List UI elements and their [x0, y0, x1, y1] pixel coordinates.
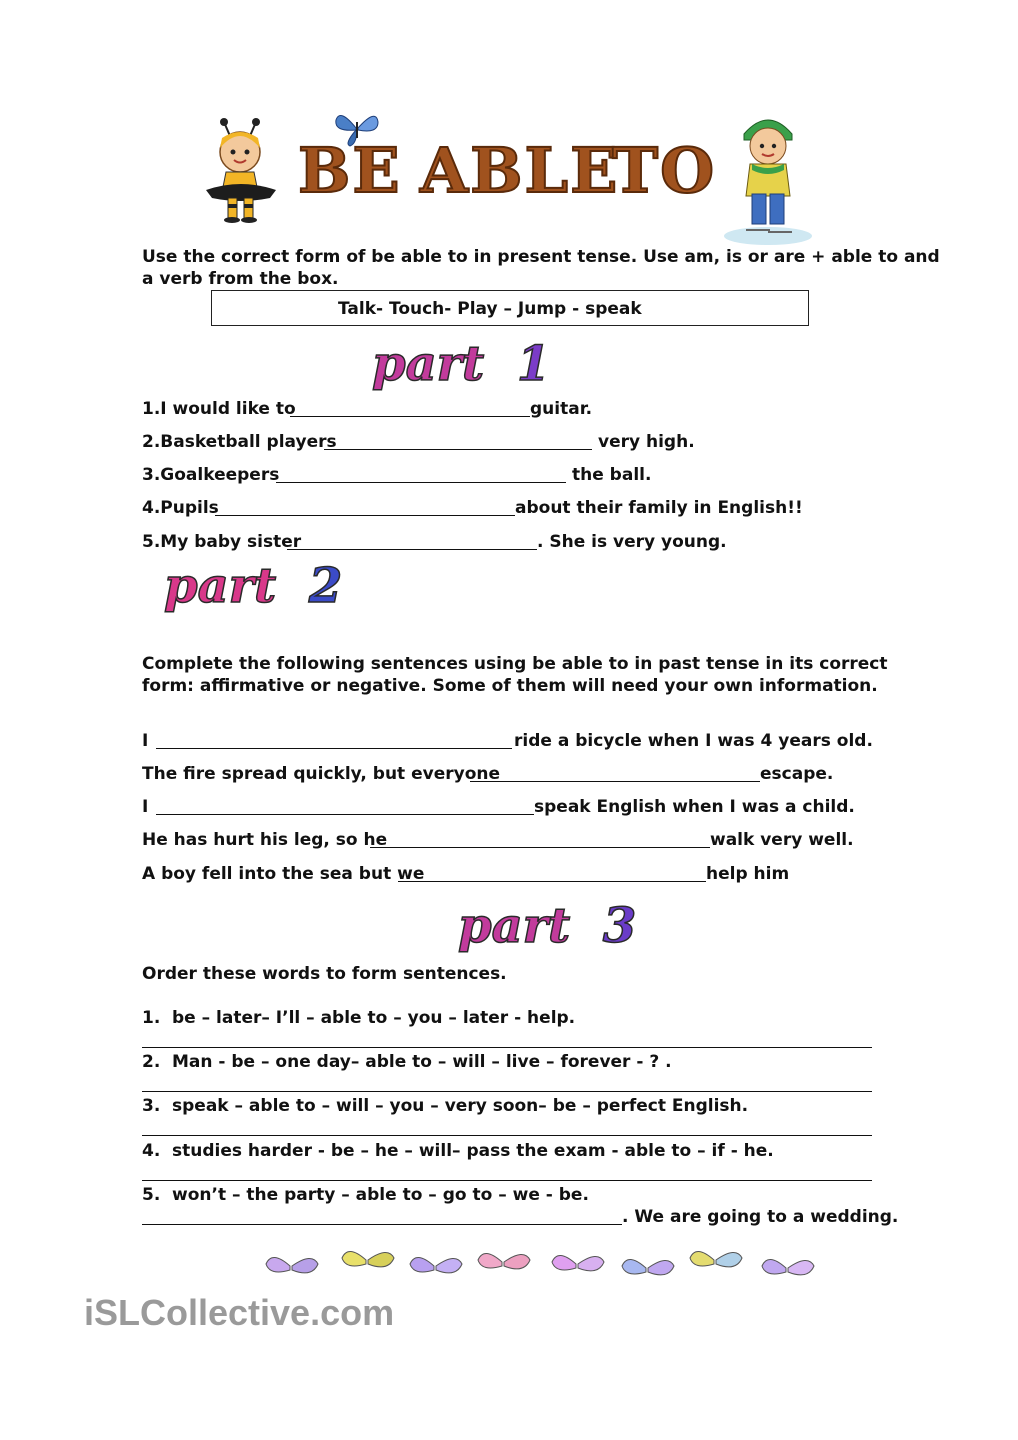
part2-item-4-blank	[370, 847, 710, 848]
part-1-heading	[372, 336, 550, 392]
part3-item-1-number: 1.	[142, 1008, 161, 1028]
part1-item-2-blank	[324, 449, 592, 450]
butterfly-icon	[762, 1259, 814, 1274]
part3-item-5-number: 5.	[142, 1185, 161, 1205]
butterfly-icon	[342, 1251, 394, 1266]
part-1-heading-number: 1	[516, 336, 551, 392]
part1-item-1-blank	[290, 416, 530, 417]
part2-item-3-before: I	[142, 797, 149, 817]
part1-item-4-before: 4.Pupils	[142, 498, 219, 518]
part2-item-1-after: ride a bicycle when I was 4 years old.	[514, 731, 873, 751]
instructions-line-2: a verb from the box.	[142, 269, 339, 289]
part2-instructions-line-2: form: affirmative or negative. Some of them will need your own information.	[142, 676, 878, 696]
verb-box-text: Talk- Touch- Play – Jump - speak	[338, 299, 642, 319]
part1-item-2-after: very high.	[598, 432, 695, 452]
part3-item-5-after: . We are going to a wedding.	[622, 1207, 899, 1227]
part3-item-3-answer-line	[142, 1135, 872, 1136]
part1-item-2-before: 2.Basketball players	[142, 432, 337, 452]
part3-item-1-answer-line	[142, 1047, 872, 1048]
part2-item-4-before: He has hurt his leg, so he	[142, 830, 388, 850]
part1-item-5-after: . She is very young.	[537, 532, 727, 552]
title-word-able: ABLE	[420, 134, 620, 207]
part1-item-5-before: 5.My baby sister	[142, 532, 302, 552]
instructions-line-1: Use the correct form of be able to in present tense. Use am, is or are + able to and	[142, 247, 940, 267]
part2-item-2-before: The fire spread quickly, but everyone	[142, 764, 501, 784]
part3-item-2-number: 2.	[142, 1052, 161, 1072]
part3-instructions: Order these words to form sentences.	[142, 964, 507, 984]
part2-item-3-blank	[156, 814, 534, 815]
butterfly-icon	[622, 1259, 674, 1274]
butterfly-icon	[266, 1257, 318, 1272]
butterfly-border-decoration	[262, 1244, 822, 1284]
part-3-heading-word: part	[458, 898, 571, 954]
part1-item-3-before: 3.Goalkeepers	[142, 465, 280, 485]
part3-item-4-answer-line	[142, 1180, 872, 1181]
part1-item-1-before: 1.I would like to	[142, 399, 296, 419]
part-1-heading-word: part	[372, 336, 485, 392]
part2-item-2-blank	[470, 781, 760, 782]
part1-item-3-blank	[276, 482, 566, 483]
watermark: iSLCollective.com	[84, 1292, 395, 1333]
part3-item-4-number: 4.	[142, 1141, 161, 1161]
butterfly-icon	[410, 1257, 462, 1272]
title-word-to: TO	[612, 134, 717, 207]
part3-item-2-text: Man - be – one day– able to – will – live – forever - ? .	[172, 1052, 672, 1072]
part1-item-5-blank	[287, 549, 537, 550]
part1-item-1-after: guitar.	[530, 399, 593, 419]
part3-item-1-text: be – later– I’ll – able to – you – later - help.	[172, 1008, 576, 1028]
part2-item-1-before: I	[142, 731, 149, 751]
part2-item-1-blank	[156, 748, 512, 749]
part3-item-3-number: 3.	[142, 1096, 161, 1116]
butterfly-icon	[552, 1255, 604, 1270]
part2-item-3-after: speak English when I was a child.	[534, 797, 855, 817]
skater-boy-clipart	[722, 108, 814, 246]
part-2-heading-number: 2	[308, 558, 343, 614]
part3-item-3-text: speak – able to – will – you – very soon– be – perfect English.	[172, 1096, 749, 1116]
part3-item-5-blank	[142, 1224, 622, 1225]
butterfly-icon	[690, 1251, 742, 1266]
part1-item-4-blank	[215, 515, 515, 516]
part2-item-5-blank	[398, 881, 706, 882]
part-3-heading-number: 3	[602, 898, 637, 954]
part2-item-5-after: help him	[706, 864, 790, 884]
part3-item-4-text: studies harder - be – he – will– pass the exam - able to – if - he.	[172, 1141, 774, 1161]
part3-item-5-text: won’t – the party – able to – go to – we - be.	[172, 1185, 589, 1205]
part-3-heading	[458, 898, 636, 954]
part-2-heading-word: part	[164, 558, 277, 614]
part1-item-3-after: the ball.	[572, 465, 652, 485]
part-2-heading	[164, 558, 342, 614]
part2-item-4-after: walk very well.	[710, 830, 854, 850]
part1-item-4-after: about their family in English!!	[515, 498, 803, 518]
bee-girl-clipart	[200, 112, 282, 224]
butterfly-icon	[478, 1253, 530, 1268]
part3-item-2-answer-line	[142, 1091, 872, 1092]
title-word-be: BE	[298, 134, 402, 207]
part2-item-5-before: A boy fell into the sea but we	[142, 864, 425, 884]
part2-item-2-after: escape.	[760, 764, 834, 784]
part2-instructions-line-1: Complete the following sentences using be able to in past tense in its correct	[142, 654, 888, 674]
